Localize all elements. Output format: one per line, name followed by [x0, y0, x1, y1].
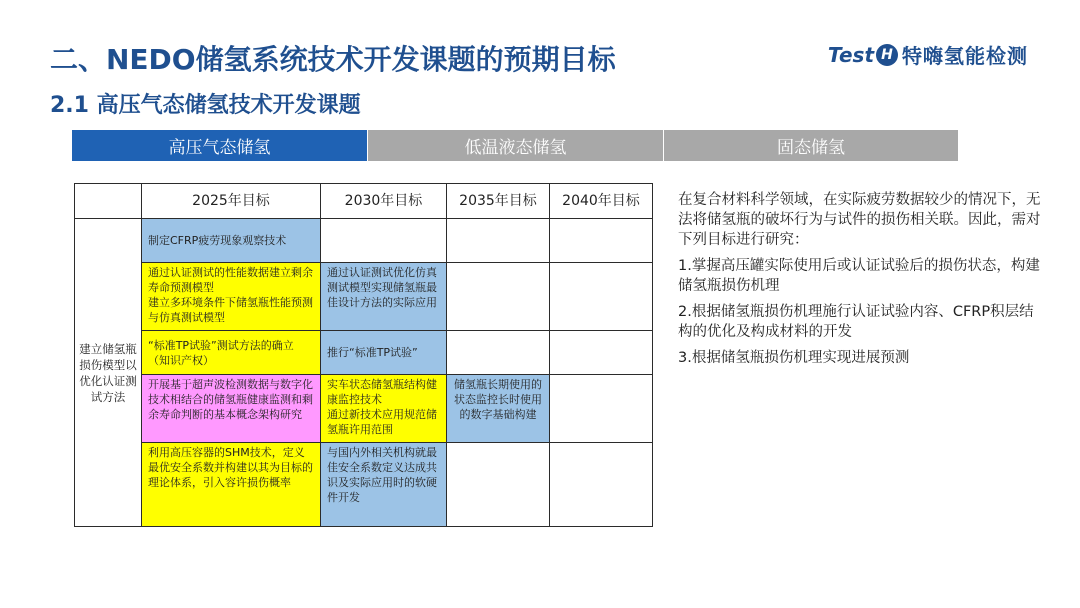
description-item-1: 1.掌握高压罐实际使用后或认证试验后的损伤状态，构建储氢瓶损伤机理	[678, 258, 1040, 294]
storage-type-tabs	[72, 130, 958, 161]
row-category-label: 建立储氢瓶损伤模型以优化认证测试方法	[75, 219, 142, 527]
table-cell: 通过认证测试的性能数据建立剩余寿命预测模型 建立多环境条件下储氢瓶性能预测与仿真测试模型	[142, 263, 321, 331]
table-cell: 利用高压容器的SHM技术，定义最优安全系数并构建以其为目标的理论体系，引入容许损伤概率	[142, 443, 321, 527]
table-cell	[447, 219, 550, 263]
table-row	[75, 331, 653, 375]
table-cell: 实车状态储氢瓶结构健康监控技术 通过新技术应用规范储氢瓶许用范围	[321, 375, 447, 443]
table-header-row	[75, 184, 653, 219]
table-row	[75, 375, 653, 443]
table-header-blank	[75, 184, 142, 219]
table-cell: 储氢瓶长期使用的状态监控长时使用的数字基础构建	[447, 375, 550, 443]
table-row	[75, 443, 653, 527]
table-cell	[447, 443, 550, 527]
description-panel	[678, 190, 1044, 374]
table-header-2030: 2030年目标	[321, 184, 447, 219]
tab-high-pressure[interactable]: 高压气态储氢	[72, 130, 367, 161]
table-cell: “标准TP试验”测试方法的确立（知识产权）	[142, 331, 321, 375]
page-title: 二、NEDO储氢系统技术开发课题的预期目标	[50, 43, 616, 76]
description-item-3: 3.根据储氢瓶损伤机理实现进展预测	[678, 350, 910, 366]
table-cell	[447, 263, 550, 331]
brand-logo	[828, 40, 1028, 69]
table-row	[75, 219, 653, 263]
table-header-2040: 2040年目标	[550, 184, 653, 219]
table-cell	[550, 263, 653, 331]
hydrogen-h-icon: H	[876, 44, 898, 66]
table-cell	[550, 443, 653, 527]
table-cell	[321, 219, 447, 263]
table-cell: 开展基于超声波检测数据与数字化技术相结合的储氢瓶健康监测和剩余寿命判断的基本概念架构研究	[142, 375, 321, 443]
logo-brand-text: 特嗨氢能检测	[902, 44, 1028, 68]
description-intro: 在复合材料科学领域，在实际疲劳数据较少的情况下，无法将储氢瓶的破坏行为与试件的损伤相关联。因此，需对下列目标进行研究：	[678, 192, 1041, 248]
table-cell	[447, 331, 550, 375]
goals-table	[74, 183, 653, 527]
tab-solid[interactable]: 固态储氢	[663, 130, 958, 161]
logo-test-text: Test	[827, 42, 874, 67]
section-subtitle: 2.1 高压气态储氢技术开发课题	[50, 93, 361, 118]
table-header-2025: 2025年目标	[142, 184, 321, 219]
table-row	[75, 263, 653, 331]
table-header-2035: 2035年目标	[447, 184, 550, 219]
table-cell	[550, 331, 653, 375]
table-cell: 与国内外相关机构就最佳安全系数定义达成共识及实际应用时的软硬件开发	[321, 443, 447, 527]
description-item-2: 2.根据储氢瓶损伤机理施行认证试验内容、CFRP积层结构的优化及构成材料的开发	[678, 304, 1034, 340]
table-cell: 制定CFRP疲劳现象观察技术	[142, 219, 321, 263]
table-cell	[550, 219, 653, 263]
table-cell: 通过认证测试优化仿真测试模型实现储氢瓶最佳设计方法的实际应用	[321, 263, 447, 331]
tab-liquid[interactable]: 低温液态储氢	[367, 130, 663, 161]
table-cell: 推行“标准TP试验”	[321, 331, 447, 375]
table-cell	[550, 375, 653, 443]
